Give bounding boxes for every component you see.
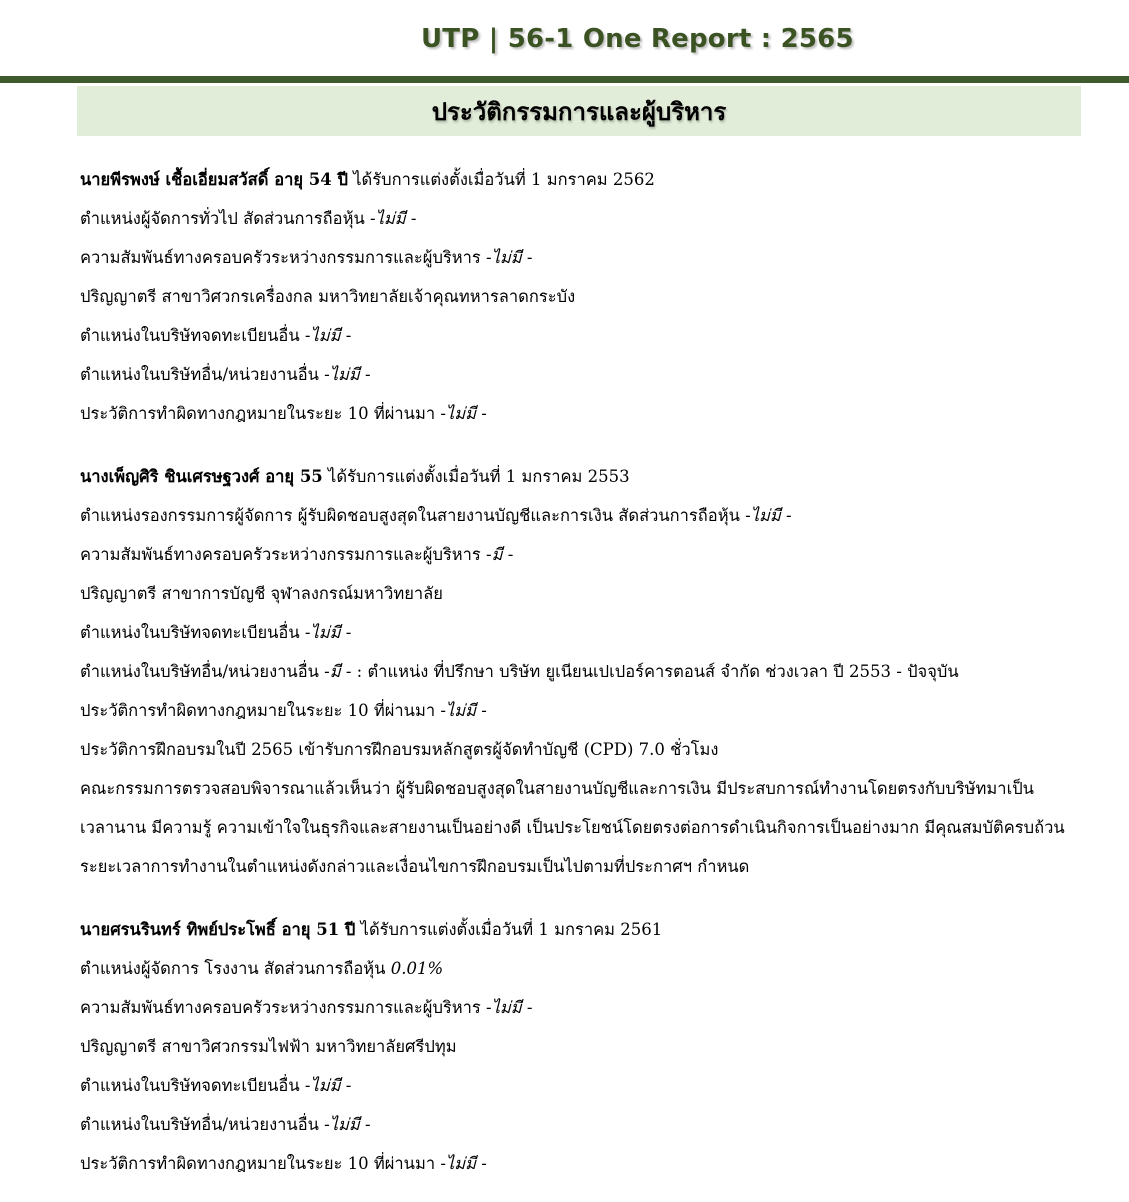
profile-heading bbox=[80, 160, 1090, 199]
listed-suffix: - bbox=[340, 326, 352, 345]
listed-company-line bbox=[80, 613, 1090, 652]
profile-card bbox=[80, 457, 1090, 886]
position-value: ไม่มี bbox=[750, 506, 781, 525]
listed-value: ไม่มี bbox=[310, 326, 341, 345]
profile-appointed: ได้รับการแต่งตั้งเมื่อวันที่ 1 มกราคม 2562 bbox=[347, 170, 655, 189]
listed-company-line bbox=[80, 1066, 1090, 1105]
family-line bbox=[80, 988, 1090, 1027]
other-label: ตำแหน่งในบริษัทอื่น/หน่วยงานอื่น - bbox=[80, 662, 330, 681]
other-value: ไม่มี bbox=[329, 365, 360, 384]
education-line: ปริญญาตรี สาขาการบัญชี จุฬาลงกรณ์มหาวิทยาลัย bbox=[80, 584, 443, 603]
position-suffix: - bbox=[405, 209, 417, 228]
position-line bbox=[80, 199, 1090, 238]
legal-suffix: - bbox=[475, 404, 487, 423]
family-suffix: - bbox=[521, 248, 533, 267]
listed-label: ตำแหน่งในบริษัทจดทะเบียนอื่น - bbox=[80, 623, 311, 642]
position-label: ตำแหน่งรองกรรมการผู้จัดการ ผู้รับผิดชอบสูงสุดในสายงานบัญชีและการเงิน สัดส่วนการถือหุ้น - bbox=[80, 506, 751, 525]
listed-suffix: - bbox=[340, 1076, 352, 1095]
profile-name-age: นางเพ็ญศิริ ชินเศรษฐวงศ์ อายุ 55 bbox=[80, 467, 323, 486]
listed-label: ตำแหน่งในบริษัทจดทะเบียนอื่น - bbox=[80, 326, 311, 345]
audit-committee-assessment bbox=[80, 769, 1090, 886]
assessment-line: เวลานาน มีความรู้ ความเข้าใจในธุรกิจและสายงานเป็นอย่างดี เป็นประโยชน์โดยตรงต่อการดำเนินกิจการเป็นอย่างมาก มีคุณสมบัติครบถ้วน bbox=[80, 818, 1065, 837]
family-label: ความสัมพันธ์ทางครอบครัวระหว่างกรรมการและผู้บริหาร - bbox=[80, 248, 492, 267]
family-suffix: - bbox=[502, 545, 514, 564]
header-divider bbox=[0, 76, 1129, 83]
legal-value: ไม่มี bbox=[445, 404, 476, 423]
profile-card bbox=[80, 910, 1090, 1183]
legal-label: ประวัติการทำผิดทางกฎหมายในระยะ 10 ที่ผ่านมา - bbox=[80, 701, 446, 720]
legal-value: ไม่มี bbox=[445, 701, 476, 720]
other-label: ตำแหน่งในบริษัทอื่น/หน่วยงานอื่น - bbox=[80, 1115, 330, 1134]
legal-record-line bbox=[80, 691, 1090, 730]
profile-name-age: นายศรนรินทร์ ทิพย์ประโพธิ์ อายุ 51 ปี bbox=[80, 920, 356, 939]
education-line: ปริญญาตรี สาขาวิศวกรรมไฟฟ้า มหาวิทยาลัยศรีปทุม bbox=[80, 1037, 457, 1056]
listed-company-line bbox=[80, 316, 1090, 355]
family-value: มี bbox=[491, 545, 503, 564]
other-company-line bbox=[80, 652, 1090, 691]
family-line bbox=[80, 238, 1090, 277]
family-suffix: - bbox=[521, 998, 533, 1017]
profile-heading bbox=[80, 910, 1090, 949]
other-suffix: - bbox=[359, 365, 371, 384]
listed-suffix: - bbox=[340, 623, 352, 642]
section-banner bbox=[77, 86, 1081, 136]
profiles-content bbox=[80, 160, 1090, 1183]
section-title: ประวัติกรรมการและผู้บริหาร bbox=[431, 96, 727, 126]
other-value: มี bbox=[329, 662, 341, 681]
report-header bbox=[0, 0, 1129, 78]
other-suffix: - bbox=[359, 1115, 371, 1134]
other-label: ตำแหน่งในบริษัทอื่น/หน่วยงานอื่น - bbox=[80, 365, 330, 384]
family-value: ไม่มี bbox=[491, 248, 522, 267]
position-line bbox=[80, 949, 1090, 988]
family-label: ความสัมพันธ์ทางครอบครัวระหว่างกรรมการและผู้บริหาร - bbox=[80, 998, 492, 1017]
assessment-line: คณะกรรมการตรวจสอบพิจารณาแล้วเห็นว่า ผู้รับผิดชอบสูงสุดในสายงานบัญชีและการเงิน มีประสบการณ์ทำงานโดยตรงกับบริษัทมาเป็น bbox=[80, 779, 1034, 798]
position-value: 0.01% bbox=[390, 959, 444, 978]
family-line bbox=[80, 535, 1090, 574]
legal-record-line bbox=[80, 1144, 1090, 1183]
profile-name-age: นายพีรพงษ์ เชื้อเอี่ยมสวัสดิ์ อายุ 54 ปี bbox=[80, 170, 348, 189]
family-label: ความสัมพันธ์ทางครอบครัวระหว่างกรรมการและผู้บริหาร - bbox=[80, 545, 492, 564]
report-title: UTP | 56-1 One Report : 2565 bbox=[421, 24, 854, 54]
other-suffix: - : ตำแหน่ง ที่ปรึกษา บริษัท ยูเนียนเปเปอร์คารตอนส์ จำกัด ช่วงเวลา ปี 2553 - ปัจจุบัน bbox=[340, 662, 959, 681]
legal-value: ไม่มี bbox=[445, 1154, 476, 1173]
training-line: ประวัติการฝึกอบรมในปี 2565 เข้ารับการฝึกอบรมหลักสูตรผู้จัดทำบัญชี (CPD) 7.0 ชั่วโมง bbox=[80, 740, 719, 759]
listed-label: ตำแหน่งในบริษัทจดทะเบียนอื่น - bbox=[80, 1076, 311, 1095]
assessment-line: ระยะเวลาการทำงานในตำแหน่งดังกล่าวและเงื่อนไขการฝึกอบรมเป็นไปตามที่ประกาศฯ กำหนด bbox=[80, 857, 750, 876]
legal-label: ประวัติการทำผิดทางกฎหมายในระยะ 10 ที่ผ่านมา - bbox=[80, 404, 446, 423]
position-label: ตำแหน่งผู้จัดการทั่วไป สัดส่วนการถือหุ้น - bbox=[80, 209, 376, 228]
other-value: ไม่มี bbox=[329, 1115, 360, 1134]
position-suffix: - bbox=[780, 506, 792, 525]
profile-appointed: ได้รับการแต่งตั้งเมื่อวันที่ 1 มกราคม 2561 bbox=[355, 920, 663, 939]
profile-card bbox=[80, 160, 1090, 433]
other-company-line bbox=[80, 1105, 1090, 1144]
listed-value: ไม่มี bbox=[310, 623, 341, 642]
legal-suffix: - bbox=[475, 701, 487, 720]
profile-appointed: ได้รับการแต่งตั้งเมื่อวันที่ 1 มกราคม 2553 bbox=[322, 467, 630, 486]
position-line bbox=[80, 496, 1090, 535]
other-company-line bbox=[80, 355, 1090, 394]
listed-value: ไม่มี bbox=[310, 1076, 341, 1095]
legal-record-line bbox=[80, 394, 1090, 433]
legal-suffix: - bbox=[475, 1154, 487, 1173]
position-label: ตำแหน่งผู้จัดการ โรงงาน สัดส่วนการถือหุ้น bbox=[80, 959, 391, 978]
family-value: ไม่มี bbox=[491, 998, 522, 1017]
education-line: ปริญญาตรี สาขาวิศวกรเครื่องกล มหาวิทยาลัยเจ้าคุณทหารลาดกระบัง bbox=[80, 287, 576, 306]
profile-heading bbox=[80, 457, 1090, 496]
legal-label: ประวัติการทำผิดทางกฎหมายในระยะ 10 ที่ผ่านมา - bbox=[80, 1154, 446, 1173]
position-value: ไม่มี bbox=[375, 209, 406, 228]
